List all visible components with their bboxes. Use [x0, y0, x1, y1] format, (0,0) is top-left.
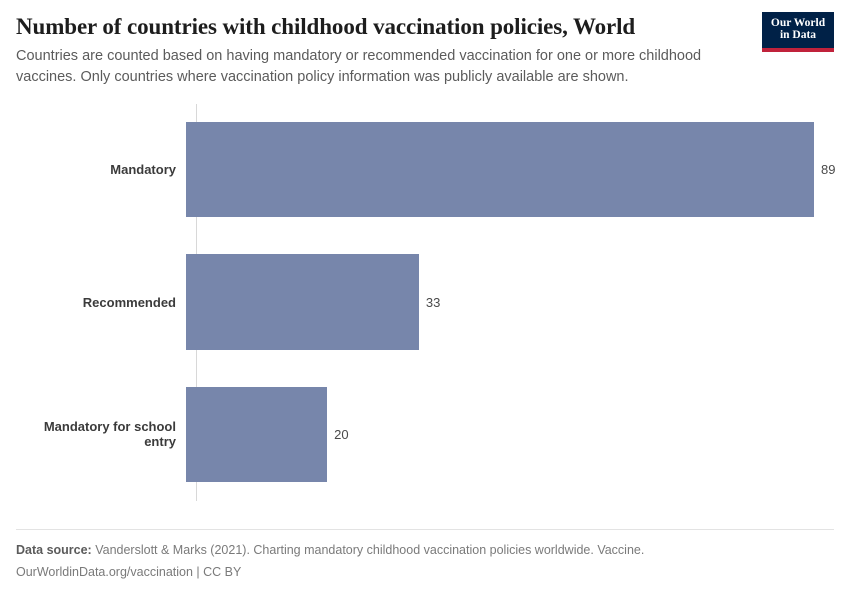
bar-row [16, 368, 834, 500]
bar-row [16, 104, 834, 236]
bar-row [16, 236, 834, 368]
bar-value-label: 89 [821, 162, 836, 178]
chart-plot-area [16, 104, 834, 534]
data-source-text: Vanderslott & Marks (2021). Charting mandatory childhood vaccination policies worldwide. Vaccine. [95, 543, 645, 558]
bar-category-label: Recommended [82, 294, 176, 310]
our-world-in-data-logo[interactable] [762, 12, 834, 52]
chart-subtitle: Countries are counted based on having mandatory or recommended vaccination for one or more childhood vaccines. Only countries where vaccination policy information was publicly available are shown. [16, 48, 702, 86]
bar-rect[interactable] [186, 122, 814, 217]
bar-value-label: 33 [425, 294, 441, 310]
bar-track [186, 104, 835, 236]
logo-line-2: in Data [779, 29, 817, 41]
chart-footer [16, 529, 834, 584]
bar-category-label: Mandatory [110, 162, 176, 178]
bar-rect[interactable] [186, 254, 419, 349]
bar-value-label: 20 [334, 426, 349, 442]
bar-track [186, 236, 834, 368]
data-source-label: Data source: [16, 543, 92, 558]
source-link[interactable]: OurWorldinData.org/vaccination | CC BY [16, 565, 242, 580]
logo-line-1: Our World [770, 16, 826, 29]
bar-list [16, 104, 834, 501]
bar-track [186, 368, 834, 500]
data-source-line [16, 540, 834, 562]
bar-category-label: Mandatory for school entry [43, 419, 176, 450]
page-title: Number of countries with childhood vaccination policies, World [16, 14, 636, 39]
bar-rect[interactable] [186, 387, 327, 482]
chart-header [16, 14, 834, 88]
